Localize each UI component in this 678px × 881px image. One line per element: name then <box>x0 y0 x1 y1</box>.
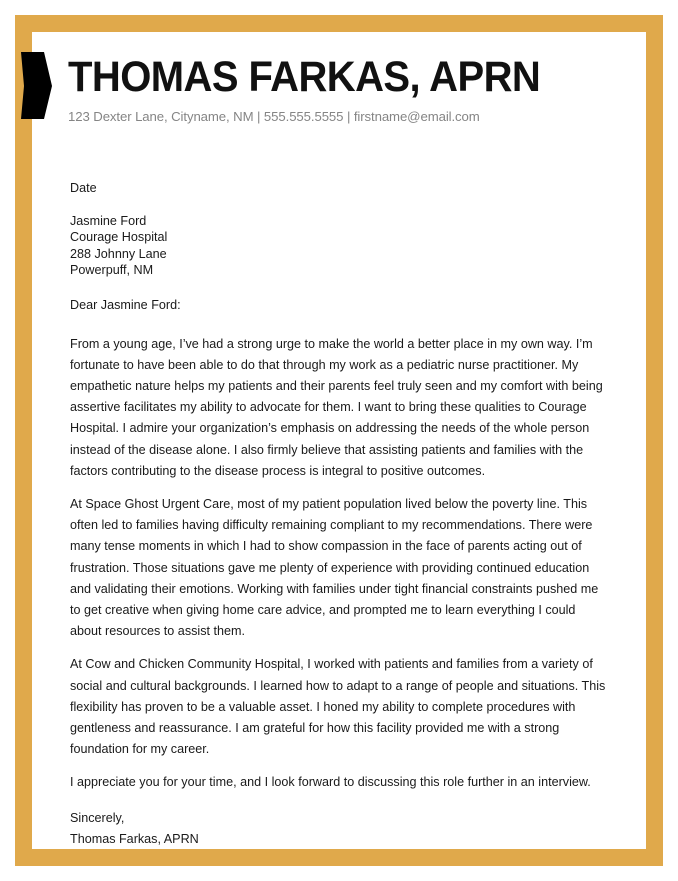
salutation: Dear Jasmine Ford: <box>70 297 181 312</box>
spacer-para-2 <box>70 642 608 654</box>
recipient-address-block <box>70 213 608 279</box>
signature-name: Thomas Farkas, APRN <box>70 831 199 846</box>
letter-body <box>70 180 608 850</box>
spacer-before-closing <box>70 794 608 808</box>
recipient-organization: Courage Hospital <box>70 230 168 245</box>
body-paragraph-1: From a young age, I’ve had a strong urge to make the world a better place in my own way. I’m fortunate to have been able to do that through my work as a pediatric nurse practitioner. My empathetic nature helps my patients and their parents feel truly seen and my comfort with being assertive facilitates my ability to advocate for them. I want to bring these qualities to Courage Hospital. I admire your organization’s emphasis on addressing the needs of the whole person instead of the disease alone. I also firmly believe that assisting patients and families with the factors contributing to the disease process is integral to positive outcomes. <box>70 336 603 478</box>
recipient-name: Jasmine Ford <box>70 213 147 228</box>
page-title: THOMAS FARKAS, APRN <box>68 53 541 101</box>
body-paragraph-4: I appreciate you for your time, and I look forward to discussing this role further in an interview. <box>70 775 591 790</box>
recipient-city-state: Powerpuff, NM <box>70 263 154 278</box>
spacer-after-salutation <box>70 314 608 334</box>
body-paragraph-2: At Space Ghost Urgent Care, most of my patient population lived below the poverty line. This often led to families having difficulty remaining compliant to my recommendations. There were many tense moments in which I had to show compassion in the face of parents acting out of frustration. Those situations gave me plenty of experience with providing continued education and validating their emotions. Working with families under tight financial constraints pushed me to get creative when giving home care advice, and prompted me to learn everything I could about resources to assist them. <box>70 496 599 639</box>
spacer-para-3 <box>70 760 608 772</box>
closing-salutation: Sincerely, <box>70 810 125 825</box>
contact-info-line: 123 Dexter Lane, Cityname, NM | 555.555.5555 | firstname@email.com <box>68 109 480 124</box>
date-line: Date <box>70 181 97 195</box>
spacer-para-1 <box>70 482 608 494</box>
arrow-mark-icon <box>21 52 52 119</box>
spacer-after-address <box>70 279 608 297</box>
spacer-after-date <box>70 197 608 213</box>
recipient-street: 288 Johnny Lane <box>70 246 167 261</box>
letter-header <box>68 52 628 126</box>
body-paragraph-3: At Cow and Chicken Community Hospital, I worked with patients and families from a variety of social and cultural backgrounds. I learned how to adapt to a range of people and situations. This flexibility has proven to be a valuable asset. I honed my ability to complete procedures with gentleness and reassurance. I am grateful for how this facility provided me with a strong foundation for my career. <box>70 657 606 757</box>
